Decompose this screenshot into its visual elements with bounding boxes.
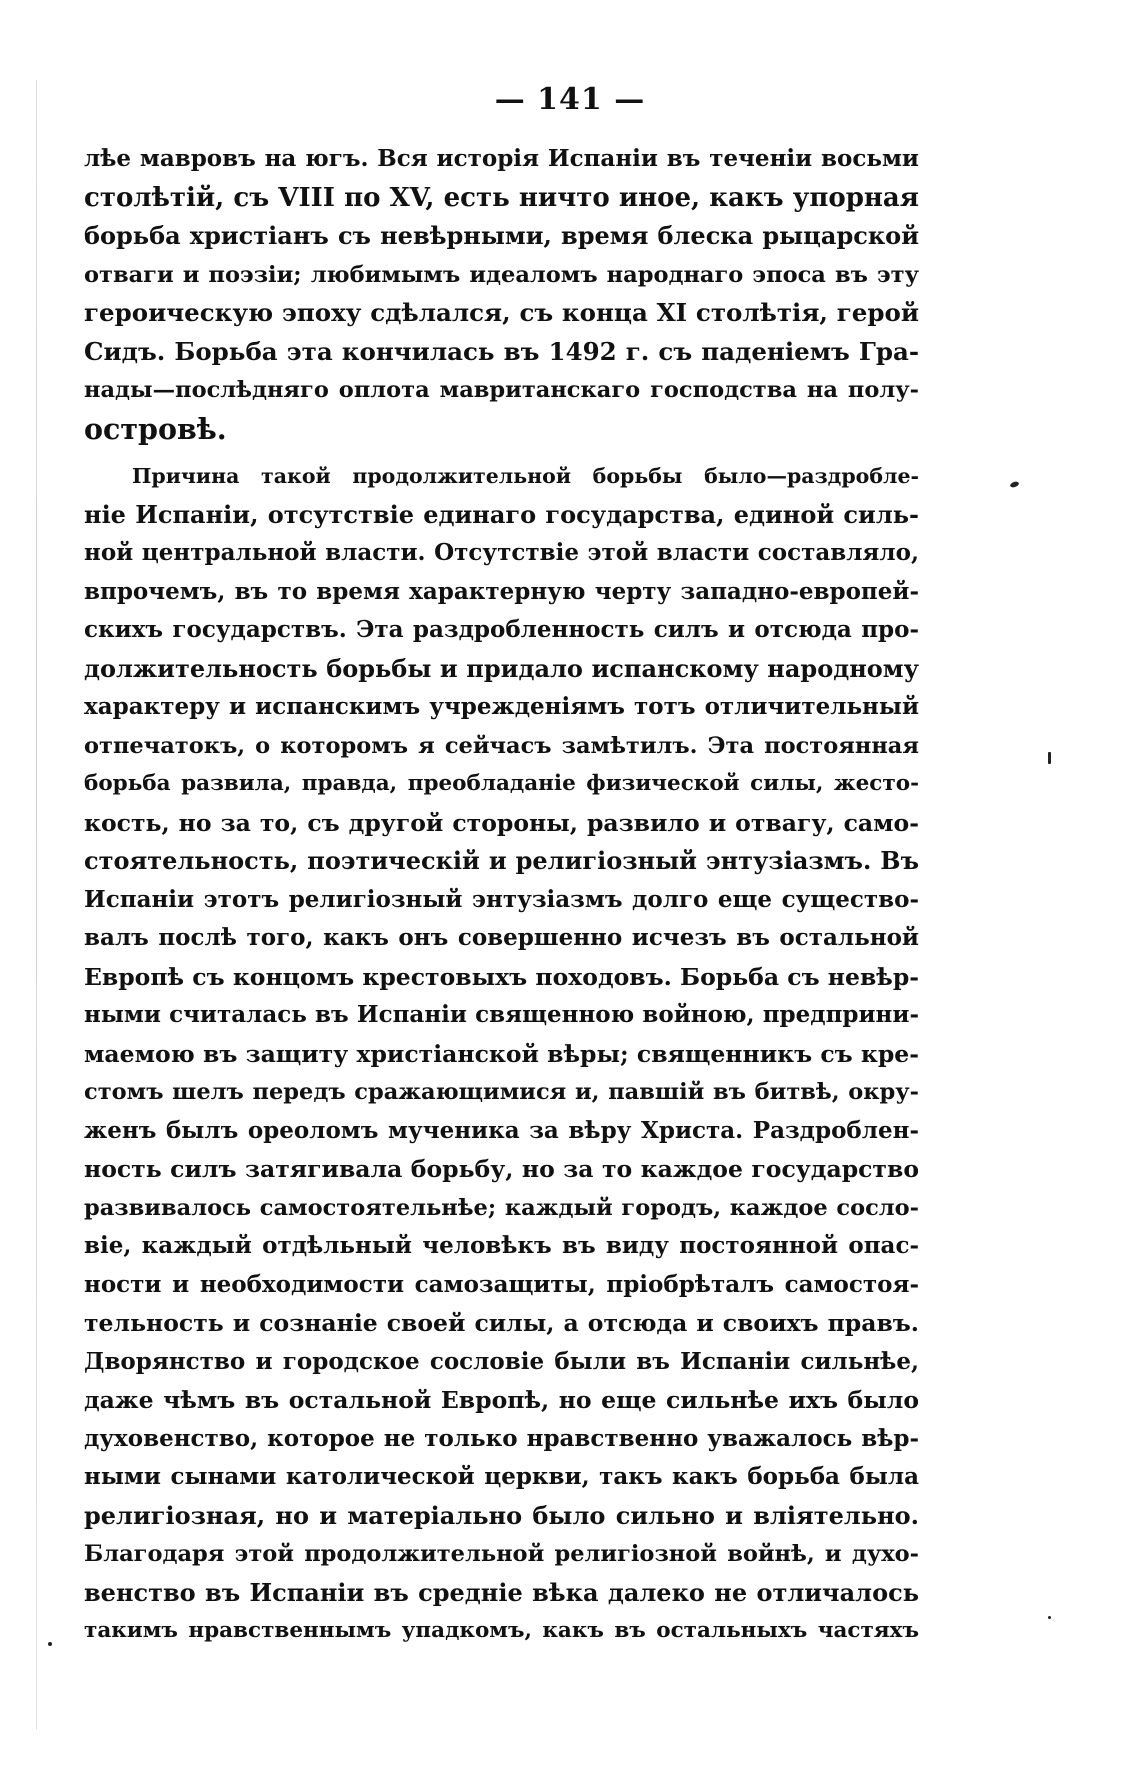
page-number: — 141 — bbox=[494, 82, 646, 117]
text-line: Благодаря этой продолжительной религіозной войнѣ, и духо- bbox=[84, 1541, 919, 1567]
text-line: валъ послѣ того, какъ онъ совершенно исчезъ въ остальной bbox=[84, 924, 919, 951]
scan-edge-line bbox=[36, 80, 37, 1730]
text-line: развивалось самостоятельнѣе; каждый городъ, каждое сосло- bbox=[84, 1194, 919, 1221]
text-line: ніе Испаніи, отсутствіе единаго государства, единой силь- bbox=[84, 499, 919, 529]
text-line: нады—послѣдняго оплота мавританскаго господства на полу- bbox=[84, 377, 919, 403]
text-line: ными считалась въ Испаніи священною войною, предприни- bbox=[84, 1001, 919, 1028]
text-line: борьба христіанъ съ невѣрными, время блеска рыцарской bbox=[84, 221, 919, 250]
text-line: тельность и сознаніе своей силы, а отсюда и своихъ правъ. bbox=[84, 1309, 919, 1337]
text-line: стомъ шелъ передъ сражающимися и, павшій въ битвѣ, окру- bbox=[84, 1079, 919, 1105]
text-line: впрочемъ, въ то время характерную черту западно-европей- bbox=[84, 577, 919, 605]
text-line: борьба развила, правда, преобладаніе физической силы, жесто- bbox=[84, 771, 919, 796]
text-line: духовенство, которое не только нравственно уважалось вѣр- bbox=[84, 1424, 919, 1452]
text-line: характеру и испанскимъ учрежденіямъ тотъ отличительный bbox=[84, 693, 919, 720]
text-line: ности и необходимости самозащиты, пріобрѣталъ самостоя- bbox=[84, 1270, 919, 1298]
text-line: Причина такой продолжительной борьбы было—раздробле- bbox=[132, 464, 919, 488]
text-line: ными сынами католической церкви, такъ какъ борьба была bbox=[84, 1463, 919, 1490]
text-line: ной центральной власти. Отсутствіе этой власти составляло, bbox=[84, 539, 919, 566]
paragraph-2 bbox=[84, 457, 919, 1651]
text-line: героическую эпоху сдѣлался, съ конца XI столѣтія, герой bbox=[84, 298, 919, 327]
text-line: такимъ нравственнымъ упадкомъ, какъ въ остальныхъ частяхъ bbox=[84, 1618, 919, 1643]
ink-speck bbox=[1048, 1616, 1051, 1619]
text-line: маемою въ защиту христіанской вѣры; священникъ съ кре- bbox=[84, 1039, 919, 1068]
ink-speck bbox=[1048, 752, 1051, 764]
text-line: Дворянство и городское сословіе были въ Испаніи сильнѣе, bbox=[84, 1347, 919, 1375]
ink-speck bbox=[1009, 481, 1019, 489]
text-line: ность силъ затягивала борьбу, но за то каждое государство bbox=[84, 1155, 919, 1183]
text-line: женъ былъ ореоломъ мученика за вѣру Христа. Раздроблен- bbox=[84, 1116, 919, 1144]
paragraph-1 bbox=[84, 140, 919, 448]
text-line: лѣе мавровъ на югъ. Вся исторія Испаніи въ теченіи восьми bbox=[84, 145, 919, 172]
text-line: скихъ государствъ. Эта раздробленность силъ и отсюда про- bbox=[84, 616, 919, 643]
text-line: островѣ. bbox=[84, 411, 227, 446]
text-line: венство въ Испаніи въ средніе вѣка далеко не отличалось bbox=[84, 1577, 919, 1607]
text-line: столѣтій, съ VIII по XV, есть ничто иное, какъ упорная bbox=[84, 182, 919, 213]
text-line: Сидъ. Борьба эта кончилась въ 1492 г. съ паденіемъ Гра- bbox=[84, 336, 919, 366]
text-line: Испаніи этотъ религіозный энтузіазмъ долго еще существо- bbox=[84, 885, 919, 913]
text-line: віе, каждый отдѣльный человѣкъ въ виду постоянной опас- bbox=[84, 1232, 919, 1259]
text-line: Европѣ съ концомъ крестовыхъ походовъ. Борьба съ невѣр- bbox=[84, 962, 919, 991]
body-text bbox=[84, 140, 919, 1651]
text-line: отпечатокъ, о которомъ я сейчасъ замѣтилъ. Эта постоянная bbox=[84, 732, 919, 759]
text-line: даже чѣмъ въ остальной Европѣ, но еще сильнѣе ихъ было bbox=[84, 1386, 919, 1414]
text-line: стоятельность, поэтическій и религіозный энтузіазмъ. Въ bbox=[84, 846, 919, 875]
text-line: должительность борьбы и придало испанскому народному bbox=[84, 653, 919, 683]
text-line: кость, но за то, съ другой стороны, развило и отвагу, само- bbox=[84, 808, 919, 837]
ink-speck bbox=[48, 1642, 52, 1646]
text-line: отваги и поэзіи; любимымъ идеаломъ народнаго эпоса въ эту bbox=[84, 261, 919, 288]
text-line: религіозная, но и матеріально было сильно и вліятельно. bbox=[84, 1500, 919, 1530]
